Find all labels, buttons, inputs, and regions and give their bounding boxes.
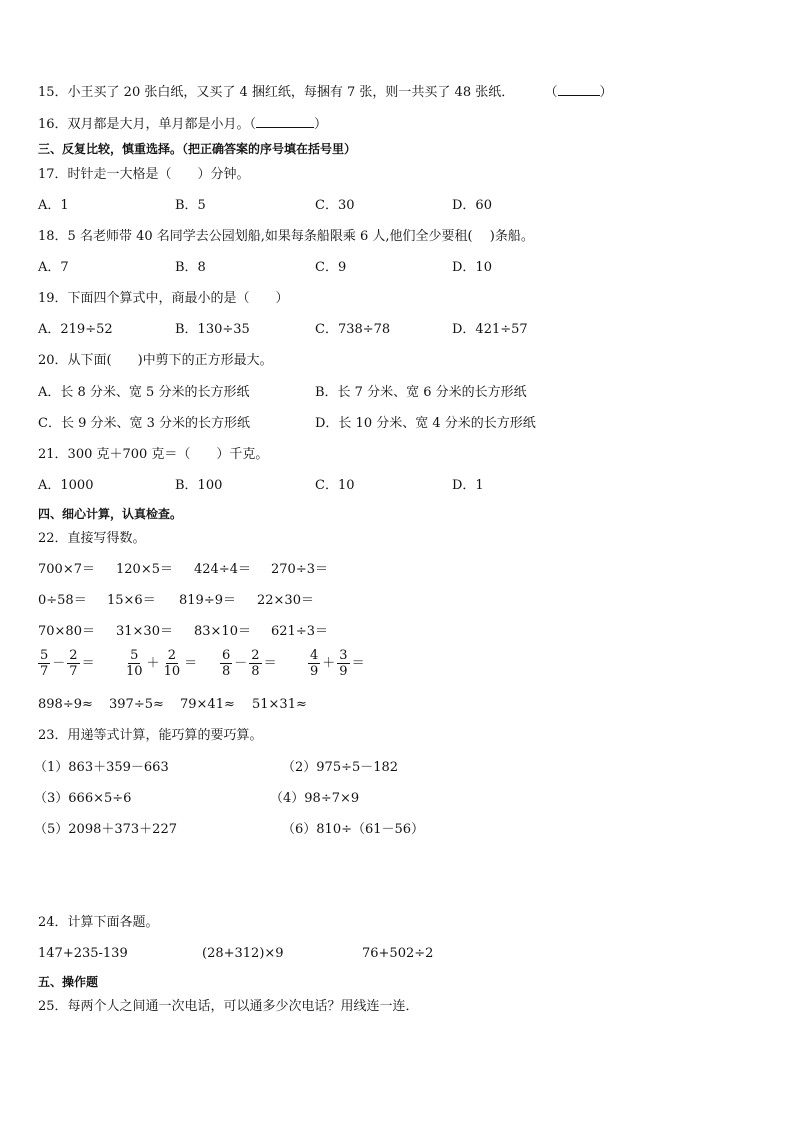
- q22-r2-c4: 22×30＝: [257, 593, 314, 608]
- q17-option-a[interactable]: A．1: [38, 198, 69, 213]
- q22-r5-c3: 79×41≈: [180, 697, 235, 712]
- q22-fraction-1: $\frac{5}{7}$ － $\frac{2}{7}$ ＝: [40, 648, 95, 679]
- section-3-heading: 三、反复比较，慎重选择。（把正确答案的序号填在括号里）: [38, 142, 357, 156]
- q16-text: 16．双月都是大月，单月都是小月。（: [38, 117, 257, 132]
- q23-item-3: （3）666×5÷6: [34, 791, 132, 806]
- q20-option-a[interactable]: A．长 8 分米、宽 5 分米的长方形纸: [38, 385, 250, 400]
- question-16: 16．双月都是大月，单月都是小月。（ ）: [38, 117, 328, 132]
- q22-r2-c1: 0÷58＝: [38, 593, 87, 608]
- q18-option-d[interactable]: D．10: [452, 260, 492, 275]
- question-24-stem: 24．计算下面各题。: [38, 915, 159, 930]
- q22-r1-c1: 700×7＝: [38, 562, 95, 577]
- q24-item-2: (28+312)×9: [202, 946, 284, 961]
- q15-text: 15．小王买了 20 张白纸，又买了 4 捆红纸，每捆有 7 张，则一共买了 48 张纸．: [38, 85, 515, 100]
- q18-option-b[interactable]: B．8: [175, 260, 206, 275]
- q22-r3-c4: 621÷3＝: [271, 624, 328, 639]
- question-21-stem: 21．300 克＋700 克＝（ ）千克。: [38, 447, 269, 462]
- question-19-stem: 19．下面四个算式中，商最小的是（ ）: [38, 291, 289, 306]
- question-17-stem: 17．时针走一大格是（ ）分钟。: [38, 167, 250, 182]
- q23-item-1: （1）863＋359－663: [34, 760, 169, 775]
- q22-r1-c2: 120×5＝: [116, 562, 173, 577]
- q22-r1-c4: 270÷3＝: [271, 562, 328, 577]
- section-4-heading: 四、细心计算，认真检查。: [38, 507, 183, 521]
- question-18-stem: 18．5 名老师带 40 名同学去公园划船,如果每条船限乘 6 人,他们全少要租( )条船。: [38, 229, 534, 244]
- q19-option-d[interactable]: D．421÷57: [452, 322, 528, 337]
- q24-item-1: 147+235-139: [38, 946, 128, 961]
- q15-answer-blank[interactable]: [558, 83, 600, 96]
- q19-option-b[interactable]: B．130÷35: [175, 322, 250, 337]
- q17-option-b[interactable]: B．5: [175, 198, 206, 213]
- q22-r5-c1: 898÷9≈: [38, 697, 93, 712]
- q22-r3-c2: 31×30＝: [116, 624, 173, 639]
- q22-r2-c3: 819÷9＝: [179, 593, 236, 608]
- q22-fraction-3: $\frac{6}{8}$ － $\frac{2}{8}$ ＝: [222, 648, 277, 679]
- question-20-stem: 20．从下面( )中剪下的正方形最大。: [38, 353, 273, 368]
- q21-option-b[interactable]: B．100: [175, 478, 223, 493]
- q23-item-2: （2）975÷5－182: [282, 760, 399, 775]
- q23-item-4: （4）98÷7×9: [270, 791, 360, 806]
- q18-option-a[interactable]: A．7: [38, 260, 69, 275]
- q22-r5-c4: 51×31≈: [252, 697, 307, 712]
- q22-fraction-2: $\frac{5}{10}$ ＋ $\frac{2}{10}$ ＝: [126, 648, 198, 679]
- q22-r3-c1: 70×80＝: [38, 624, 95, 639]
- question-25: 25．每两个人之间通一次电话，可以通多少次电话？用线连一连．: [38, 999, 419, 1014]
- q21-option-d[interactable]: D．1: [452, 478, 484, 493]
- q22-r3-c3: 83×10＝: [194, 624, 251, 639]
- q17-option-c[interactable]: C．30: [315, 198, 355, 213]
- q21-option-a[interactable]: A．1000: [38, 478, 94, 493]
- q22-r1-c3: 424÷4＝: [194, 562, 251, 577]
- q22-r5-c2: 397÷5≈: [109, 697, 164, 712]
- question-15: 15．小王买了 20 张白纸，又买了 4 捆红纸，每捆有 7 张，则一共买了 48 张纸． （ ）: [38, 85, 613, 100]
- q18-option-c[interactable]: C．9: [315, 260, 347, 275]
- q22-fraction-4: $\frac{4}{9}$ ＋ $\frac{3}{9}$ ＝: [310, 648, 365, 679]
- q21-option-c[interactable]: C．10: [315, 478, 355, 493]
- q17-option-d[interactable]: D．60: [452, 198, 492, 213]
- q23-item-6: （6）810÷（61－56）: [282, 822, 425, 837]
- q24-item-3: 76+502÷2: [362, 946, 434, 961]
- question-23-stem: 23．用递等式计算，能巧算的要巧算。: [38, 728, 263, 743]
- question-22-stem: 22．直接写得数。: [38, 531, 146, 546]
- q16-answer-blank[interactable]: [256, 115, 314, 128]
- q23-item-5: （5）2098＋373＋227: [34, 822, 177, 837]
- q19-option-c[interactable]: C．738÷78: [315, 322, 391, 337]
- q20-option-c[interactable]: C．长 9 分米、宽 3 分米的长方形纸: [38, 416, 251, 431]
- q22-r2-c2: 15×6＝: [107, 593, 156, 608]
- section-5-heading: 五、操作题: [38, 975, 99, 989]
- q20-option-d[interactable]: D．长 10 分米、宽 4 分米的长方形纸: [315, 416, 536, 431]
- q20-option-b[interactable]: B．长 7 分米、宽 6 分米的长方形纸: [315, 385, 527, 400]
- q19-option-a[interactable]: A．219÷52: [38, 322, 113, 337]
